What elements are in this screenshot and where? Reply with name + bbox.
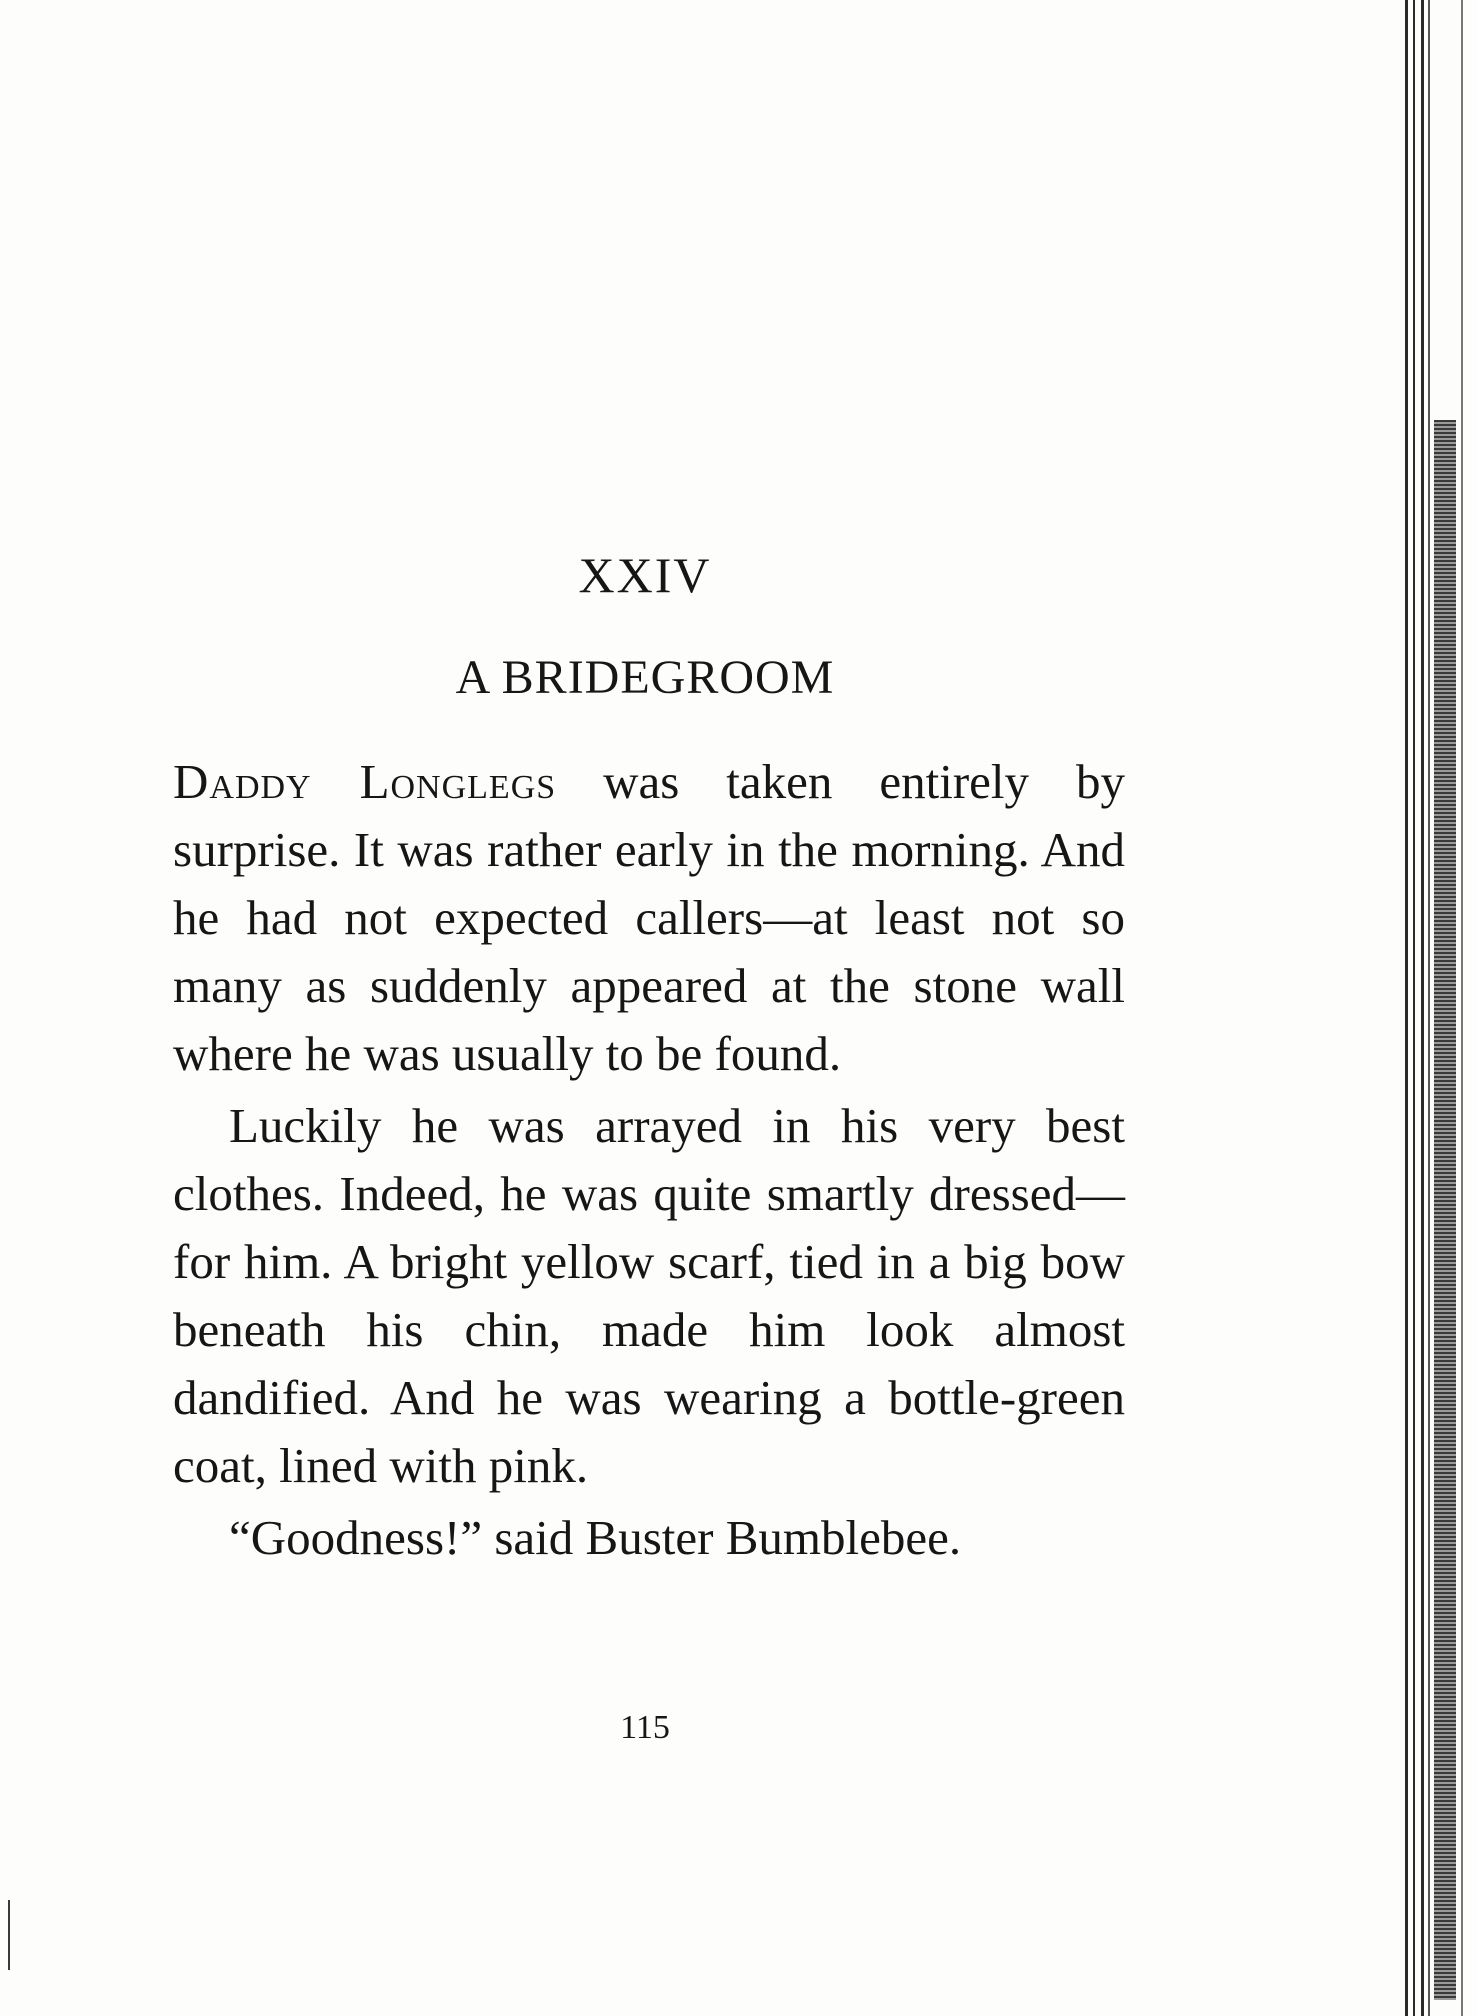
- binding-rule: [1413, 0, 1415, 2016]
- binding-page-stack: [1434, 420, 1456, 2000]
- paragraph-lead-words: Daddy Longlegs: [173, 754, 557, 809]
- chapter-number: XXIV: [578, 547, 712, 603]
- paragraph-text: was taken entirely by surprise. It was rather early in the morning. And he had not expected callers—at least not so many as suddenly appeared at the stone wall where he was usually to be found.: [173, 754, 1125, 1081]
- paragraph-2: [173, 1092, 1125, 1500]
- paragraph-1: [173, 748, 1125, 1088]
- book-binding-edge: [1377, 0, 1477, 2016]
- binding-rule: [1421, 0, 1424, 2016]
- paragraph-text: “Goodness!” said Buster Bumblebee.: [229, 1510, 962, 1565]
- chapter-body: [173, 748, 1125, 1576]
- paragraph-text: Luckily he was arrayed in his very best clothes. Indeed, he was quite smartly dressed—for him. A bright yellow scarf, tied in a big bow beneath his chin, made him look almost dandified. And he was wearing a bottle-green coat, lined with pink.: [173, 1098, 1125, 1493]
- paragraph-3: [173, 1504, 1125, 1572]
- chapter-title: A BRIDEGROOM: [455, 651, 835, 704]
- binding-rule: [1405, 0, 1408, 2016]
- page-number: 115: [620, 1709, 670, 1746]
- binding-rule: [1461, 0, 1463, 2016]
- binding-rule: [1428, 0, 1430, 2016]
- scan-edge-mark: [8, 1900, 10, 1970]
